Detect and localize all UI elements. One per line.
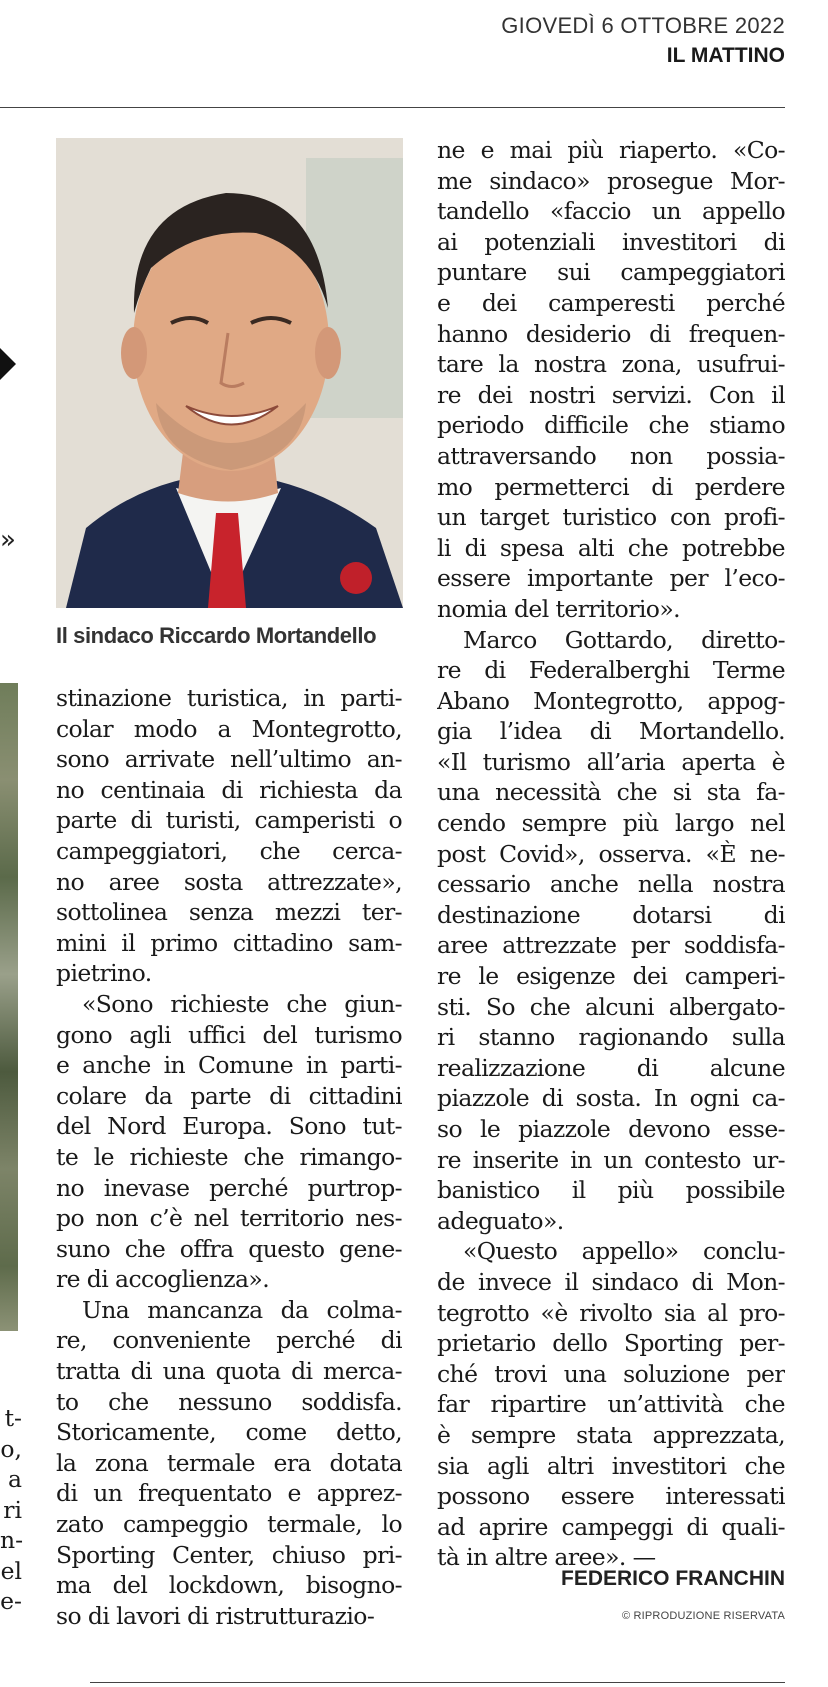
text-line: tegrotto «è rivolto sia al pro- bbox=[437, 1298, 785, 1327]
text-line: ri stanno ragionando sulla bbox=[437, 1023, 785, 1052]
text-line: re dei nostri servizi. Con il bbox=[437, 380, 785, 409]
edge-text-line: ri bbox=[3, 1495, 22, 1524]
text-line: Sporting Center, chiuso pri- bbox=[56, 1540, 402, 1569]
text-line: ne e mai più riaperto. «Co- bbox=[437, 136, 785, 164]
text-line: e dei camperesti perché bbox=[437, 288, 785, 317]
text-line: po non c’è nel territorio nes- bbox=[56, 1204, 402, 1233]
text-line: un target turistico con profi- bbox=[437, 503, 785, 532]
edge-guillemet: » bbox=[0, 525, 16, 555]
edge-text-line: e- bbox=[0, 1587, 22, 1615]
text-line: possono essere interessati bbox=[437, 1482, 785, 1511]
text-line: no inevase perché purtrop- bbox=[56, 1173, 402, 1202]
text-line: far ripartire un’attività che bbox=[437, 1390, 785, 1419]
text-line: me sindaco» prosegue Mor- bbox=[437, 166, 785, 195]
text-line: ché trovi una soluzione per bbox=[437, 1359, 785, 1388]
text-line: mini il primo cittadino sam- bbox=[56, 928, 402, 957]
text-line: banistico il più possibile bbox=[437, 1176, 785, 1205]
top-rule bbox=[0, 107, 785, 108]
paragraph bbox=[56, 989, 402, 1295]
text-line: sottolinea senza mezzi ter- bbox=[56, 898, 402, 927]
text-line: no aree sosta attrezzate», bbox=[56, 867, 402, 896]
text-line: ai potenziali investitori di bbox=[437, 227, 785, 256]
photo-caption: Il sindaco Riccardo Mortandello bbox=[56, 623, 377, 648]
text-line: de invece il sindaco di Mon- bbox=[437, 1267, 785, 1296]
newspaper-name: IL MATTINO bbox=[666, 44, 785, 67]
text-line: gono agli uffici del turismo bbox=[56, 1020, 402, 1049]
text-line: ma del lockdown, bisogno- bbox=[56, 1571, 402, 1600]
text-line: tare la nostra zona, usufrui- bbox=[437, 350, 785, 379]
text-line: periodo difficile che stiamo bbox=[437, 411, 785, 440]
text-line: re inserite in un contesto ur- bbox=[437, 1145, 785, 1174]
edge-photo bbox=[0, 683, 18, 1331]
edge-text bbox=[0, 1403, 22, 1617]
text-line: e anche in Comune in parti- bbox=[56, 1051, 402, 1080]
text-line: re di accoglienza». bbox=[56, 1265, 270, 1294]
text-line: pietrino. bbox=[56, 959, 152, 988]
bottom-rule bbox=[90, 1682, 785, 1683]
text-line: aree attrezzate per soddisfa- bbox=[437, 931, 785, 960]
text-line: «Questo appello» conclu- bbox=[463, 1237, 785, 1266]
text-line: «Il turismo all’aria aperta è bbox=[437, 747, 785, 776]
text-line: tandello «faccio un appello bbox=[437, 197, 785, 226]
text-line: destinazione dotarsi di bbox=[437, 900, 785, 929]
edge-text-line: o, bbox=[0, 1434, 22, 1463]
text-line: te le richieste che rimango- bbox=[56, 1142, 402, 1171]
text-line: essere importante per l’eco- bbox=[437, 564, 785, 593]
edge-text-line: a bbox=[7, 1465, 22, 1493]
text-line: campeggiatori, che cerca- bbox=[56, 836, 402, 865]
text-line: re, conveniente perché di bbox=[56, 1326, 402, 1355]
edge-text-line: t- bbox=[4, 1404, 22, 1432]
header-date: GIOVEDÌ 6 OTTOBRE 2022 bbox=[501, 13, 785, 38]
byline: FEDERICO FRANCHIN bbox=[561, 1567, 785, 1590]
text-line: del Nord Europa. Sono tut- bbox=[56, 1112, 402, 1141]
text-line: Abano Montegrotto, appog- bbox=[437, 686, 785, 715]
text-line: nomia del territorio». bbox=[437, 594, 680, 623]
text-line: so le piazzole devono esse- bbox=[437, 1115, 785, 1143]
right-column bbox=[437, 135, 785, 1573]
text-line: puntare sui campeggiatori bbox=[437, 258, 785, 287]
text-line: tratta di una quota di merca- bbox=[56, 1357, 402, 1386]
text-line: sti. So che alcuni albergato- bbox=[437, 992, 785, 1021]
text-line: re le esigenze dei camperi- bbox=[437, 962, 785, 991]
mayor-photo bbox=[56, 138, 403, 608]
text-line: prietario dello Sporting per- bbox=[437, 1329, 785, 1358]
text-line: mo permetterci di perdere bbox=[437, 472, 785, 501]
text-line: hanno desiderio di frequen- bbox=[437, 319, 785, 348]
text-line: Marco Gottardo, diretto- bbox=[463, 625, 785, 654]
text-line: no centinaia di richiesta da bbox=[56, 775, 402, 804]
text-line: re di Federalberghi Terme bbox=[437, 656, 785, 685]
person-portrait-icon bbox=[56, 138, 403, 608]
text-line: realizzazione di alcune bbox=[437, 1053, 785, 1082]
text-line: suno che offra questo gene- bbox=[56, 1234, 402, 1263]
text-line: sia agli altri investitori che bbox=[437, 1451, 785, 1480]
text-line: colare da parte di cittadini bbox=[56, 1081, 402, 1110]
text-line: to che nessuno soddisfa. bbox=[56, 1387, 402, 1416]
text-line: di un frequentato e apprez- bbox=[56, 1479, 402, 1508]
text-line: adeguato». bbox=[437, 1206, 564, 1235]
paragraph bbox=[56, 683, 402, 989]
text-line: parte di turisti, camperisti o bbox=[56, 806, 402, 835]
text-line: cendo sempre più largo nel bbox=[437, 809, 785, 838]
text-line: colar modo a Montegrotto, bbox=[56, 714, 402, 743]
text-line: gia l’idea di Mortandello. bbox=[437, 717, 785, 746]
text-line: Una mancanza da colma- bbox=[82, 1295, 402, 1324]
text-line: attraversando non possia- bbox=[437, 441, 785, 470]
edge-text-line: el bbox=[0, 1556, 22, 1585]
left-column bbox=[56, 683, 402, 1631]
text-line: una necessità che si sta fa- bbox=[437, 778, 785, 807]
text-line: so di lavori di ristrutturazio- bbox=[56, 1601, 375, 1630]
paragraph bbox=[437, 135, 785, 625]
edge-text-line: n- bbox=[0, 1526, 24, 1554]
paragraph bbox=[437, 625, 785, 1237]
paragraph bbox=[437, 1236, 785, 1573]
text-line: piazzole di sosta. In ogni ca- bbox=[437, 1084, 785, 1113]
text-line: cessario anche nella nostra bbox=[437, 870, 785, 899]
text-line: tà in altre aree». — bbox=[437, 1543, 656, 1572]
copyright-notice: © RIPRODUZIONE RISERVATA bbox=[621, 1610, 785, 1622]
arrow-icon bbox=[0, 348, 16, 380]
text-line: stinazione turistica, in parti- bbox=[56, 684, 402, 712]
text-line: sono arrivate nell’ultimo an- bbox=[56, 745, 402, 774]
text-line: la zona termale era dotata bbox=[56, 1448, 402, 1477]
paragraph bbox=[56, 1295, 402, 1632]
text-line: ad aprire campeggi di quali- bbox=[437, 1512, 785, 1541]
text-line: post Covid», osserva. «È ne- bbox=[437, 839, 785, 868]
text-line: Storicamente, come detto, bbox=[56, 1418, 402, 1447]
text-line: li di spesa alti che potrebbe bbox=[437, 533, 785, 562]
text-line: «Sono richieste che giun- bbox=[82, 989, 402, 1018]
text-line: zato campeggio termale, lo bbox=[56, 1510, 402, 1539]
text-line: è sempre stata apprezzata, bbox=[437, 1420, 785, 1449]
